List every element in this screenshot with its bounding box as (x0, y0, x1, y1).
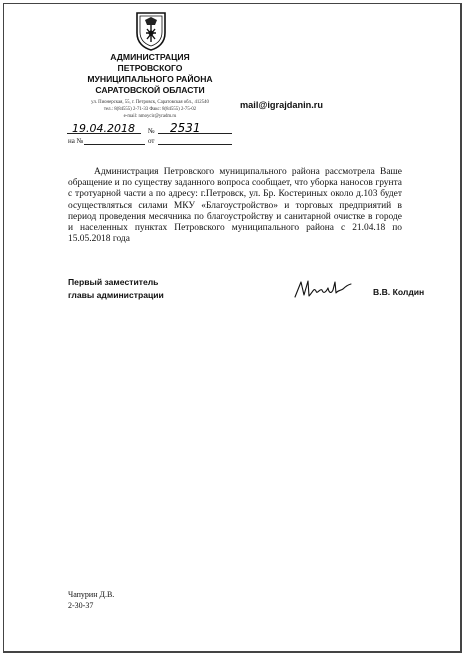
org-phone-fax: тел.: 8(84555) 2-71-33 Факс: 8(84555) 2-75-02 (103, 107, 197, 112)
number-label: № (148, 127, 155, 135)
org-name-line: САРАТОВСКОЙ ОБЛАСТИ (95, 85, 205, 95)
ref-number-underline (84, 144, 145, 145)
org-address: ул. Пионерская, 55, г. Петровск, Саратовская обл., 412540 (91, 100, 209, 105)
coat-of-arms-icon (134, 11, 168, 51)
org-email: e-mail: nmoycir@yradm.ru (123, 114, 177, 119)
executor-name: Чапурин Д.В. (68, 590, 115, 599)
signer-position (68, 276, 164, 302)
org-name-line: АДМИНИСТРАЦИЯ (110, 52, 190, 62)
ref-from-label: от (148, 137, 155, 145)
signer-position-line: главы администрации (68, 290, 164, 300)
registration-date: 19.04.2018 (72, 122, 135, 135)
recipient-email: mail@igrajdanin.ru (240, 100, 323, 110)
ref-date-underline (158, 144, 232, 145)
org-name-line: МУНИЦИПАЛЬНОГО РАЙОНА (87, 74, 213, 84)
executor-phone: 2-30-37 (68, 601, 94, 610)
registration-number: 2531 (170, 121, 201, 135)
body-paragraph: Администрация Петровского муниципального района рассмотрела Ваше обращение и по существу заданного вопроса сообщает, что уборка наносов грунта с тротуарной части а по адресу: г.Петровск, ул. Бр. Костериных около д.103 будет осуществляться силами МКУ «Благоустройство» и торговых предприятий в период проведения месячника по благоустройству и санитарной очистке в городе и населенных пунктах Петровского муниципального района с 21.04.18 по 15.05.2018 года (68, 167, 402, 245)
ref-prefix: на № (68, 137, 84, 145)
handwritten-signature (292, 278, 354, 300)
org-name-line: ПЕТРОВСКОГО (117, 63, 183, 73)
signer-name: В.В. Колдин (373, 287, 425, 297)
signer-position-line: Первый заместитель (68, 277, 159, 287)
letter-body (68, 167, 402, 245)
